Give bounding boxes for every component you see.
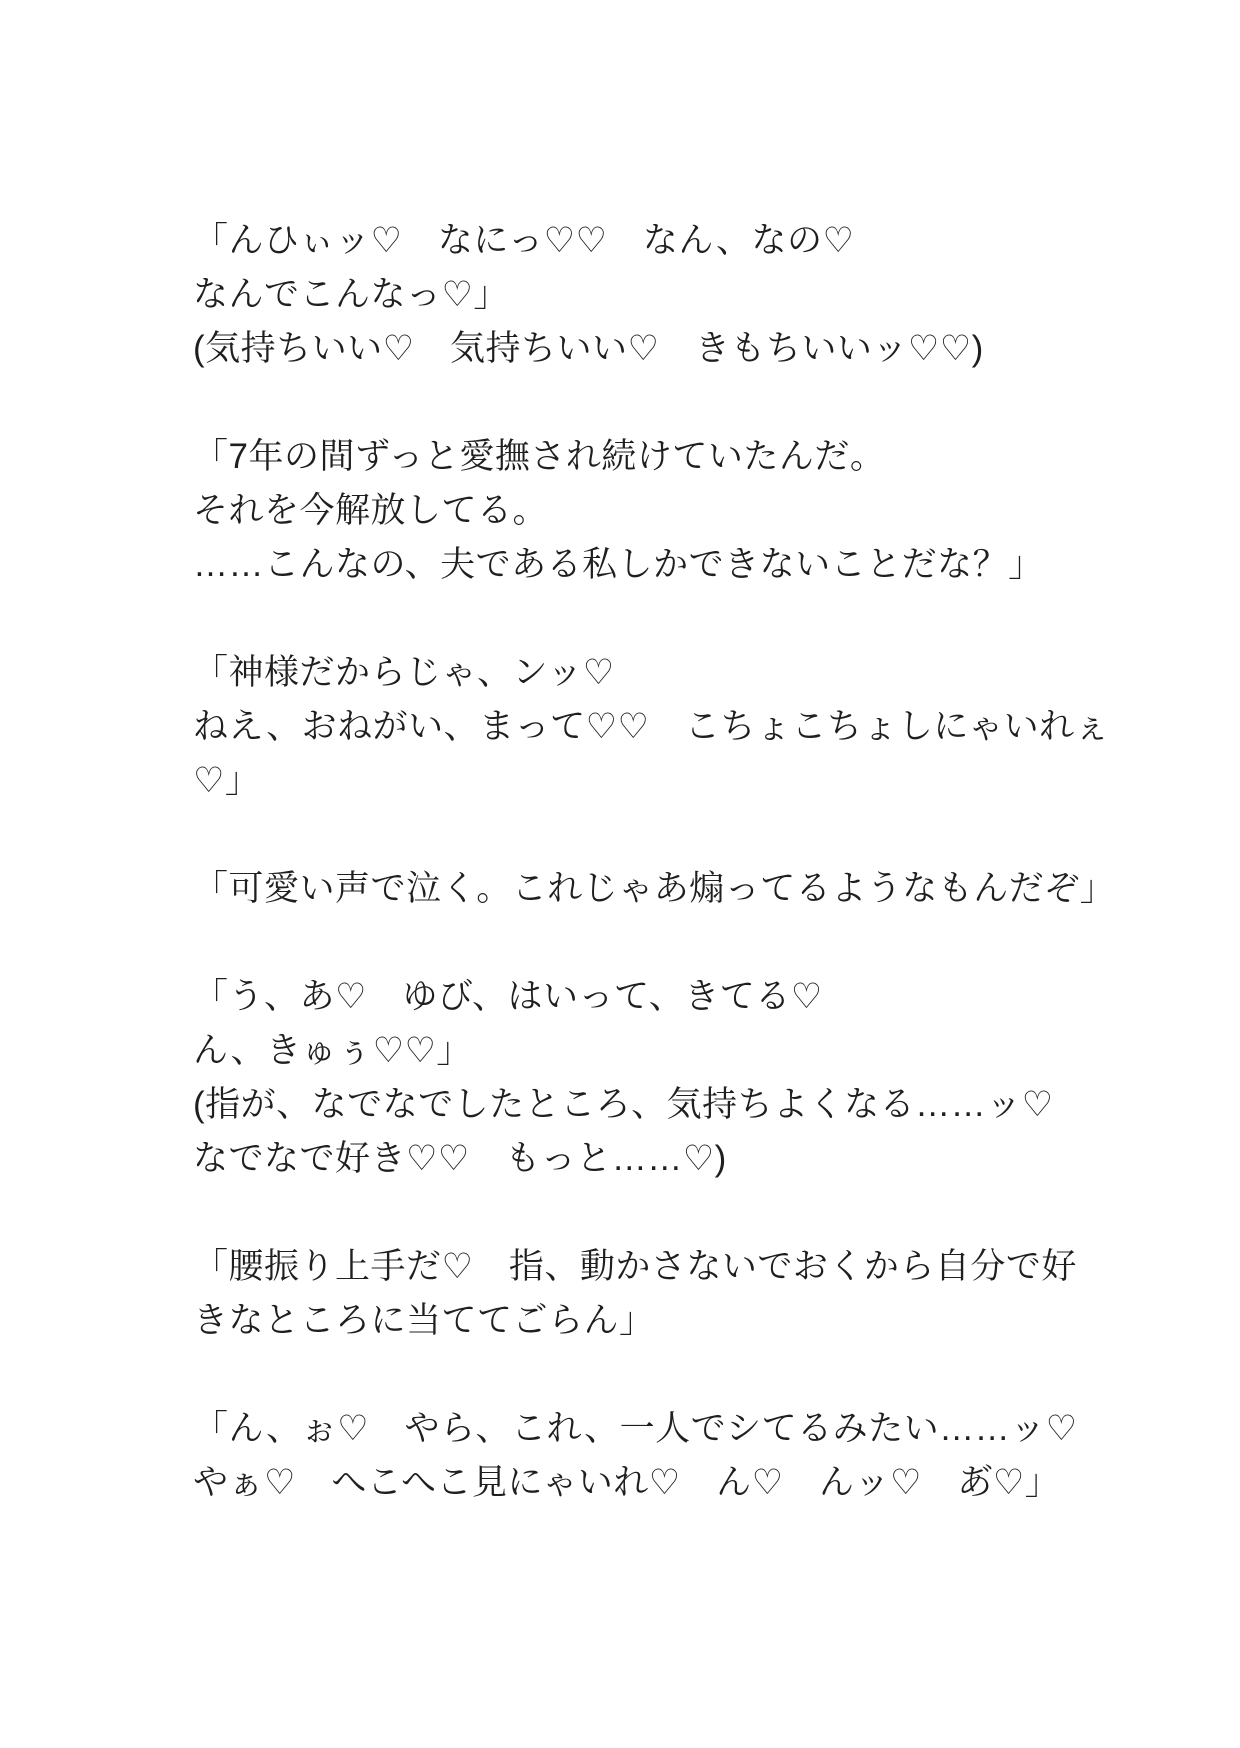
paragraph <box>193 214 1093 376</box>
text-line: ん、きゅぅ♡♡」 <box>193 1031 472 1070</box>
text-line: なでなで好き♡♡ もっと……♡) <box>193 1139 727 1178</box>
paragraph <box>193 970 1093 1186</box>
paragraph <box>193 1402 1093 1510</box>
text-line: 「7年の間ずっと愛撫され続けていたんだ。 <box>193 437 886 476</box>
text-line: (指が、なでなでしたところ、気持ちよくなる……ッ♡ <box>193 1085 1054 1124</box>
text-line: きなところに当ててごらん」 <box>193 1301 655 1340</box>
text-line: (気持ちいい♡ 気持ちいい♡ きもちいいッ♡♡) <box>193 329 984 368</box>
text-line: 「んひぃッ♡ なにっ♡♡ なん、なの♡ <box>193 221 855 260</box>
paragraph <box>193 646 1111 808</box>
text-line: なんでこんなっ♡」 <box>193 275 509 314</box>
text-line: ねえ、おねがい、まって♡♡ こちょこちょしにゃいれぇ <box>193 707 1111 746</box>
text-line: 「神様だからじゃ、ンッ♡ <box>193 653 615 692</box>
text-line: 「腰振り上手だ♡ 指、動かさないでおくから自分で好 <box>193 1247 1077 1286</box>
text-line: やぁ♡ へこへこ見にゃいれ♡ ん♡ んッ♡ あ゙♡」 <box>193 1463 1061 1502</box>
text-line: 「ん、ぉ♡ やら、これ、一人でシてるみたい……ッ♡ <box>193 1409 1078 1448</box>
text-line: 「可愛い声で泣く。これじゃあ煽ってるようなもんだぞ」 <box>193 869 1116 908</box>
text-line: 「う、あ♡ ゆび、はいって、きてる♡ <box>193 977 823 1016</box>
paragraph <box>193 430 1093 592</box>
text-line: ♡」 <box>193 761 261 800</box>
paragraph <box>193 1240 1093 1348</box>
text-line: それを今解放してる。 <box>193 491 549 530</box>
text-column <box>193 214 1116 1564</box>
paragraph <box>193 862 1116 916</box>
text-line: ……こんなの、夫である私しかできないことだな？」 <box>193 545 1044 584</box>
